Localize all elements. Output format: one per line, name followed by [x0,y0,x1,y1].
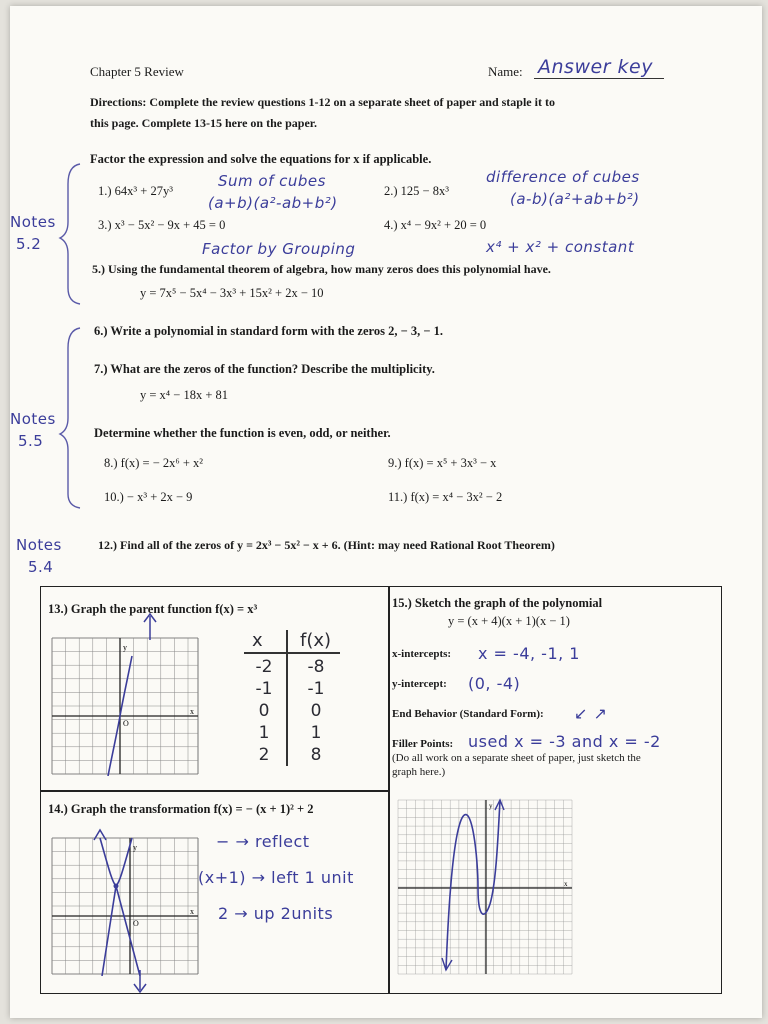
q13-table-head-fx: f(x) [300,630,332,651]
question-8: 8.) f(x) = − 2x⁶ + x² [104,456,204,470]
q13-table-rule [244,652,340,654]
q13-x-column [242,656,286,766]
q14-note-left: (x+1) → left 1 unit [198,868,354,887]
filler-note-line2: graph here.) [392,766,446,778]
svg-text:y: y [489,802,493,810]
fx-value: -1 [307,679,325,699]
question-4: 4.) x⁴ − 9x² + 20 = 0 [384,218,487,232]
x-value: -1 [255,679,273,699]
question-14: 14.) Graph the transformation f(x) = − (x + 1)² + 2 [48,802,314,816]
x-value: 2 [258,745,270,765]
fx-value: -8 [307,657,325,677]
section2-heading: Determine whether the function is even, odd, or neither. [94,426,391,440]
q13-table-divider [286,630,288,766]
question-7-equation: y = x⁴ − 18x + 81 [140,388,229,402]
name-label: Name: [488,64,523,79]
directions-line1: Directions: Complete the review questions 1-12 on a separate sheet of paper and staple it to [90,95,555,109]
q13-fx-column [294,656,338,766]
question-3: 3.) x³ − 5x² − 9x + 45 = 0 [98,218,226,232]
notes-5-2-number: 5.2 [16,235,42,253]
notes-5-4-label: Notes [16,536,62,554]
x-value: 1 [258,723,270,743]
q13-grid [50,636,200,776]
question-5: 5.) Using the fundamental theorem of algebra, how many zeros does this polynomial have. [92,262,551,276]
x-value: -2 [255,657,273,677]
q1-note-formula: (a+b)(a²-ab+b²) [208,194,338,212]
question-15-equation: y = (x + 4)(x + 1)(x − 1) [448,614,570,628]
question-15: 15.) Sketch the graph of the polynomial [392,596,603,610]
question-12: 12.) Find all of the zeros of y = 2x³ − 5x² − x + 6. (Hint: may need Rational Root Theorem) [98,538,555,552]
svg-text:x: x [564,880,568,888]
worksheet-page [10,6,762,1018]
question-2: 2.) 125 − 8x³ [384,184,449,198]
question-9: 9.) f(x) = x⁵ + 3x³ − x [388,456,497,470]
svg-text:y: y [123,643,127,652]
q14-down-arrow-icon [130,970,150,994]
notes-5-5-number: 5.5 [18,432,44,450]
y-intercept-label: y-intercept: [392,678,447,690]
q14-grid [50,836,200,976]
notes-5-5-label: Notes [10,410,56,428]
fx-value: 1 [310,723,322,743]
end-behavior-label: End Behavior (Standard Form): [392,708,544,720]
question-13: 13.) Graph the parent function f(x) = x³ [48,602,258,616]
filler-points-value: used x = -3 and x = -2 [468,732,661,751]
directions-line2: this page. Complete 13-15 here on the paper. [90,116,317,130]
filler-points-label: Filler Points: [392,738,454,750]
svg-text:x: x [190,707,194,716]
question-10: 10.) − x³ + 2x − 9 [104,490,193,504]
q2-note-difference-of-cubes: difference of cubes [486,168,640,186]
x-value: 0 [258,701,270,721]
q13-up-arrow-icon [140,612,160,642]
fx-value: 0 [310,701,322,721]
q2-note-formula: (a-b)(a²+ab+b²) [510,190,640,208]
notes-5-4-number: 5.4 [28,558,54,576]
question-6: 6.) Write a polynomial in standard form with the zeros 2, − 3, − 1. [94,324,443,338]
question-1: 1.) 64x³ + 27y³ [98,184,173,198]
fx-value: 8 [310,745,322,765]
q4-note-quadratic-form: x⁴ + x² + constant [486,238,635,256]
svg-text:x: x [190,907,194,916]
graph-section-divider-horizontal [40,790,388,792]
y-intercept-value: (0, -4) [468,674,521,693]
x-intercepts-label: x-intercepts: [392,648,452,660]
end-behavior-value: ↙ ↗ [574,704,608,723]
q3-note-grouping: Factor by Grouping [202,240,356,258]
q14-up-arrow-icon [90,828,110,846]
svg-text:O: O [123,719,129,728]
q1-note-sum-of-cubes: Sum of cubes [218,172,326,190]
q14-note-reflect: − → reflect [216,832,310,851]
svg-text:O: O [133,919,139,928]
notes-5-2-label: Notes [10,213,56,231]
question-11: 11.) f(x) = x⁴ − 3x² − 2 [388,490,503,504]
svg-text:y: y [133,843,137,852]
q15-grid [396,798,574,976]
filler-note-line1: (Do all work on a separate sheet of paper, just sketch the [392,752,641,764]
x-intercepts-value: x = -4, -1, 1 [478,644,580,663]
page-title: Chapter 5 Review [90,64,184,79]
question-7: 7.) What are the zeros of the function? Describe the multiplicity. [94,362,435,376]
q13-table-head-x: x [252,630,263,651]
name-value: Answer key [538,56,653,78]
graph-section-divider-vertical [388,586,390,994]
q14-note-up: 2 → up 2units [218,904,334,923]
question-5-equation: y = 7x⁵ − 5x⁴ − 3x³ + 15x² + 2x − 10 [140,286,324,300]
section1-heading: Factor the expression and solve the equations for x if applicable. [90,152,432,166]
